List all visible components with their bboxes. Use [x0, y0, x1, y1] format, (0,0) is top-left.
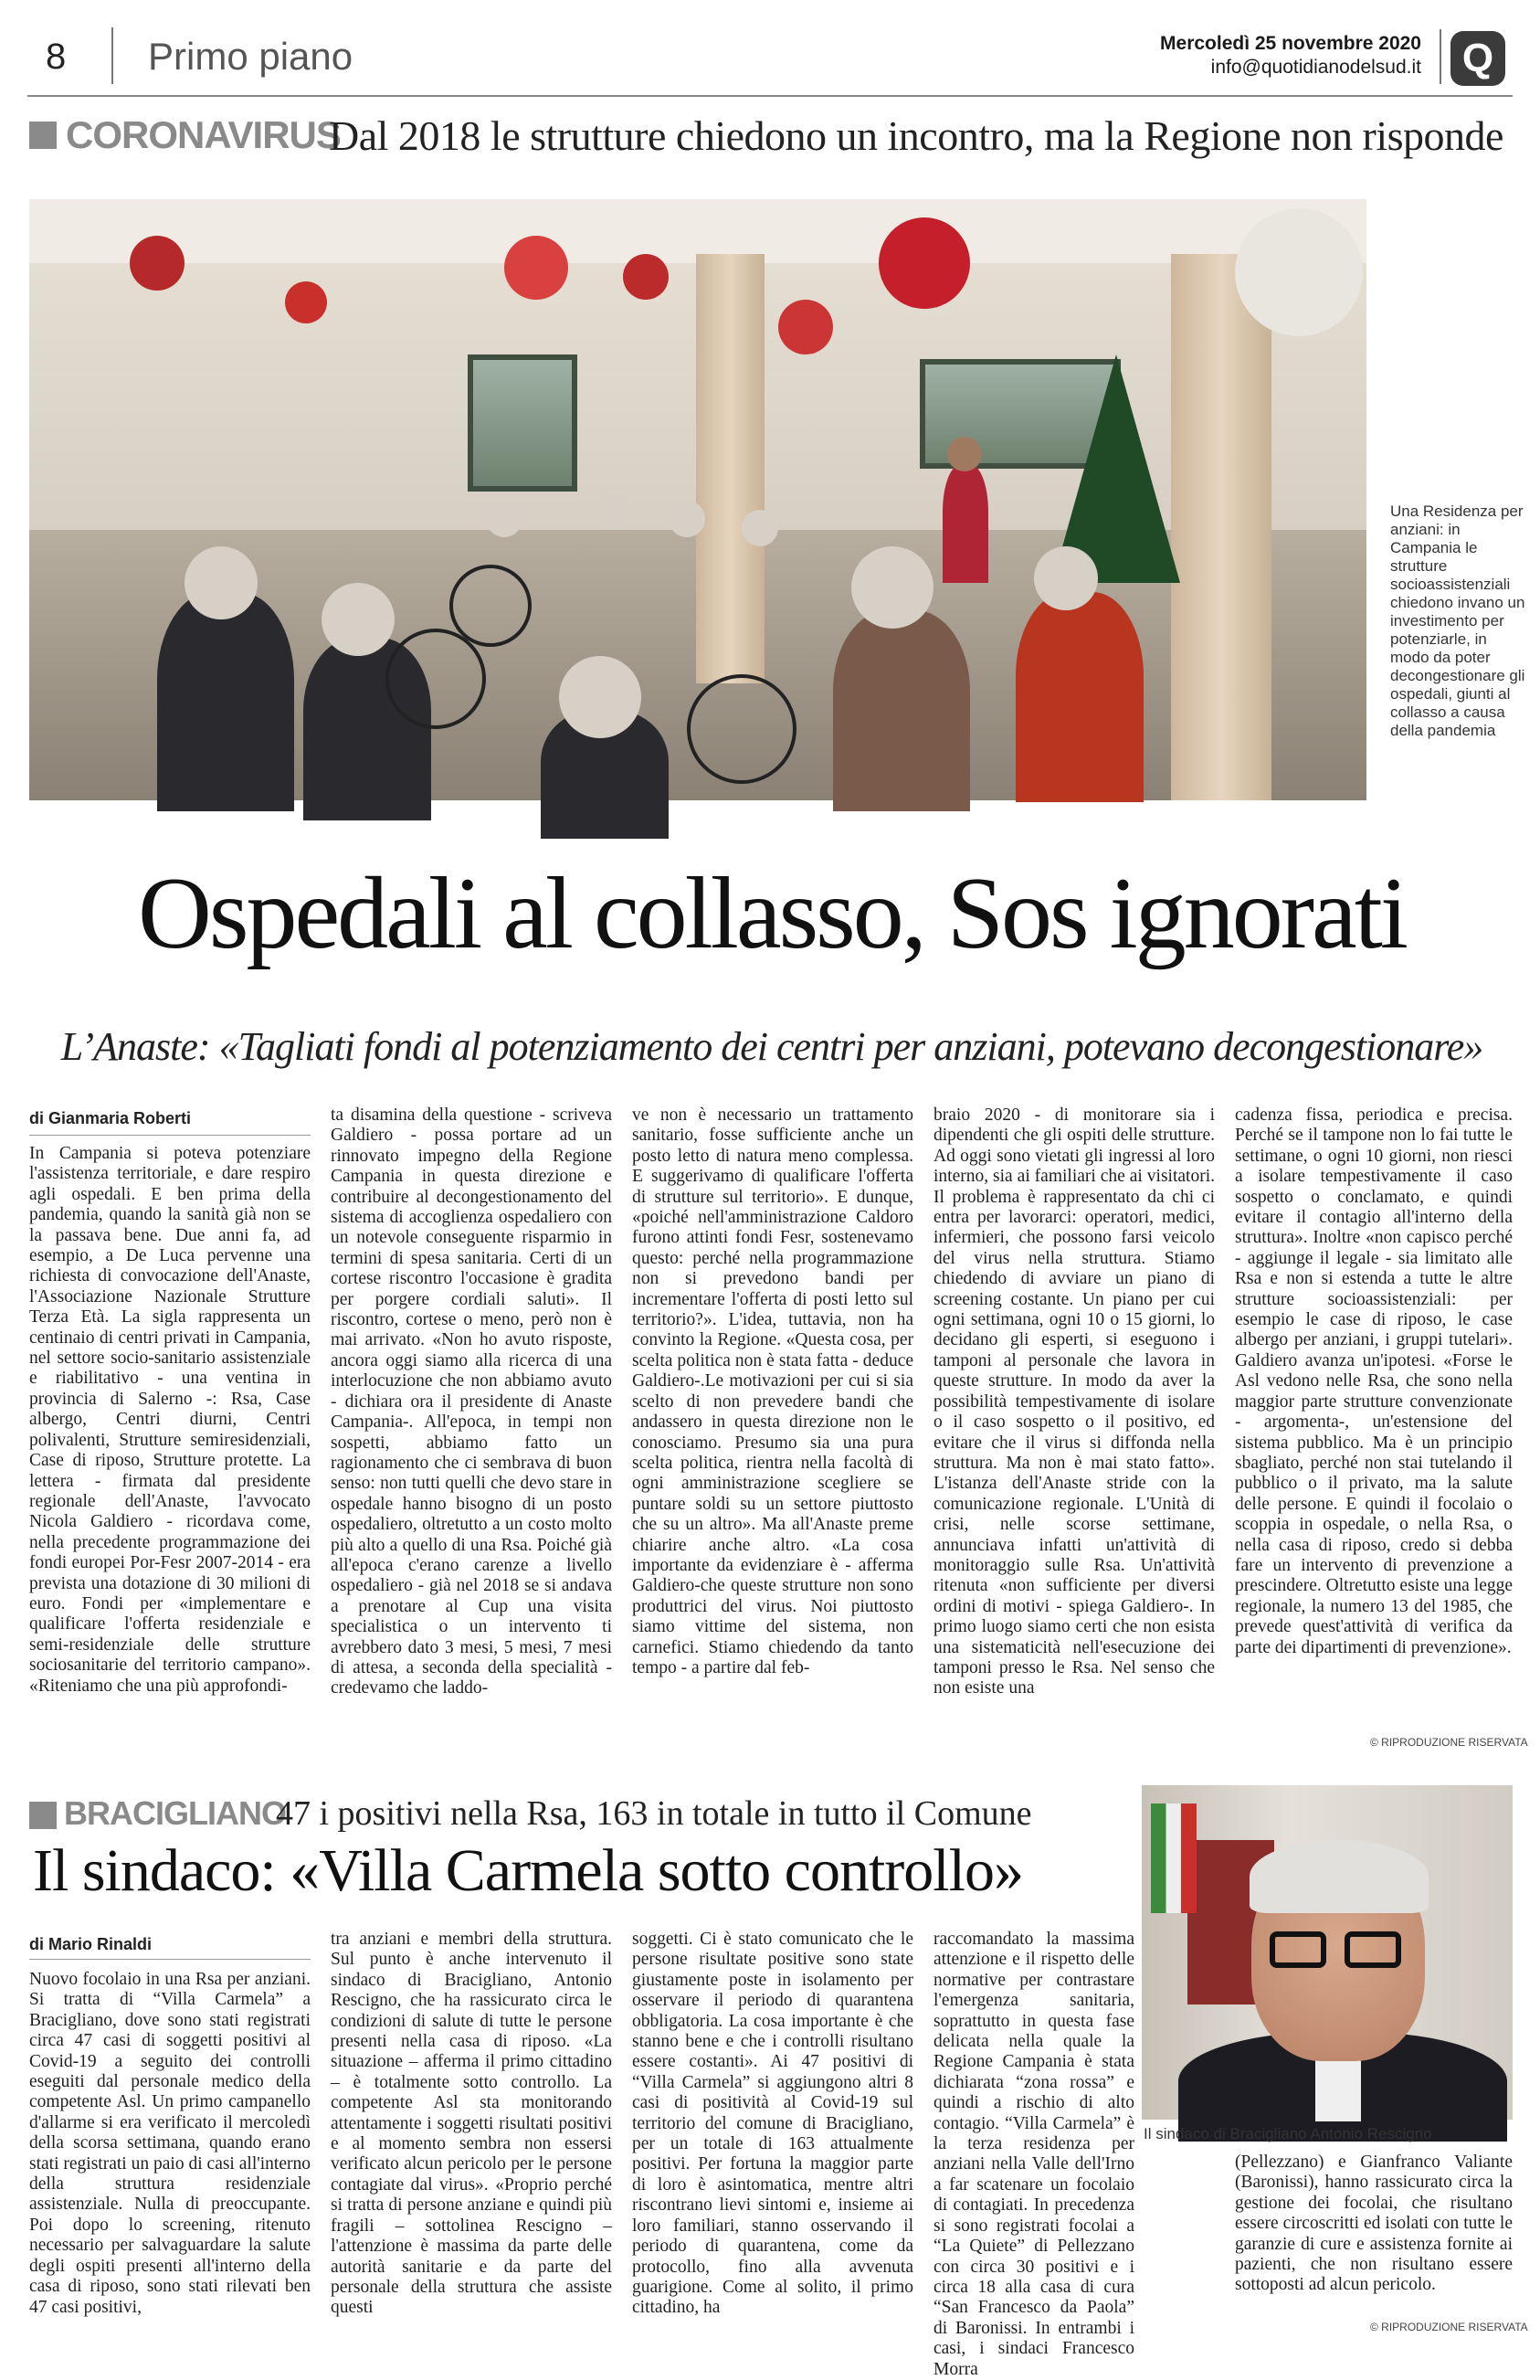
article-column-4: braio 2020 - di monitorare sia i dipendenti che gli ospiti delle strutture. Ad oggi sono vietati gli ingressi al loro interno, sia ai familiari che ai visitatori. Il problema è rappresentato da chi ci entra per lavorarci: operatori, medici, infermieri, che possono farsi veicolo del virus nella struttura. Stiamo chiedendo di avviare un piano di screening costante. Un piano per cui ogni settimana, ogni 10 o 15 giorni, lo decidano gli esperti, si eseguono i tamponi al personale che lavora in queste strutture. In modo da aver la possibilità tempestivamente di isolare o il caso sospetto o il positivo, ed evitare che il virus si diffonda nella struttura. Ma non è mai stato fatto». L'istanza dell'Anaste stride con la comunicazione regionale. L'Unità di crisi, nelle scorse settimane, annunciava infatti un'attività di monitoraggio sulle Rsa. Un'attività ritenuta «non sufficiente per diversi ordini di motivi - spiega Galdiero-. In primo luogo siamo certi che non esista una sistematicità nell'esecuzione dei tamponi presso le Rsa. Nel senso che non esiste una [933, 1105, 1215, 1698]
copyright-notice: © RIPRODUZIONE RISERVATA [1370, 1736, 1528, 1749]
article2-column-2: tra anziani e membri della struttura. Sul punto è anche intervenuto il sindaco di Bracigliano, Antonio Rescigno, che ha rassicurato circa le condizioni di salute di tutte le persone presenti nella casa di riposo. «La situazione – afferma il primo cittadino – è totalmente sotto controllo. La competente Asl sta monitorando attentamente i soggetti risultati positivi e al momento sembra non essersi verificato alcun pericolo per le persone contagiate dal virus». «Proprio perché si tratta di persone anziane e quindi più fragili – sottolinea Rescigno – l'attenzione è massima da parte delle autorità sanitarie e da parte del personale della struttura che assiste questi [331, 1930, 612, 2318]
kicker-square-icon [29, 122, 57, 149]
photo-caption-2: Il sindaco di Bracigliano Antonio Rescigno [1144, 2125, 1432, 2142]
byline-rule [29, 1135, 311, 1136]
contact-email[interactable]: info@quotidianodelsud.it [1210, 57, 1421, 78]
residence-photo [29, 199, 1366, 800]
issue-date: Mercoledì 25 novembre 2020 [1160, 33, 1421, 54]
kicker-label-2: BRACIGLIANO [64, 1794, 286, 1832]
subheadline: L’Anaste: «Tagliati fondi al potenziamento dei centri per anziani, potevano decongestionare» [60, 1024, 1483, 1069]
main-headline: Ospedali al collasso, Sos ignorati [137, 857, 1406, 970]
article-column-3: ve non è necessario un trattamento sanitario, fosse sufficiente anche un posto letto di natura meno complessa. E suggerivamo di qualificare l'offerta di strutture sul territorio». E dunque, «poiché nell'amministrazione Caldoro furono attinti fondi Fesr, sostenevamo questo: perché nella programmazione non si prevedono bandi per incrementare l'offerta di posti letto sul territorio?». L'idea, tuttavia, non ha convinto la Regione. «Questa cosa, per scelta politica non è stata fatta - deduce Galdiero-.Le motivazioni per cui si sia scelto di non prevedere bandi che andassero in questa direzione non le conosciamo. Presumo sia una pura scelta politica, rientra nella facoltà di ogni amministrazione scegliere se puntare soldi su un settore piuttosto che su un altro». Ma all'Anaste preme chiarire anche altro. «La cosa importante da evidenziare è - afferma Galdiero-che queste strutture non sono produttrici del virus. Noi piuttosto siamo vittime del sistema, non carnefici. Stiamo chiedendo da tanto tempo - a partire dal feb- [632, 1105, 913, 1677]
article-column-1: In Campania si poteva potenziare l'assistenza territoriale, e dare respiro agli ospedali. E ben prima della pandemia, quando la sanità già non se la passava bene. Due anni fa, ad esempio, a De Luca pervenne una richiesta di convocazione dell'Anaste, l'Associazione Nazionale Strutture Terza Età. La sigla rappresenta un centinaio di centri privati in Campania, nel settore socio-sanitario assistenziale e riabilitativo - una ventina in provincia di Salerno -: Rsa, Case albergo, Centri diurni, Centri polivalenti, Strutture semiresidenziali, Case di riposo, Strutture protette. La lettera - firmata dal presidente regionale dell'Anaste, l'avvocato Nicola Galdiero - ricordava come, nella precedente programmazione dei fondi europei Por-Fesr 2007-2014 - era prevista una dotazione di 30 milioni di euro. Fondi per «implementare e qualificare l'offerta residenziale e semi-residenziale delle strutture sociosanitarie del territorio campano». «Riteniamo che una più approfondi- [29, 1144, 311, 1696]
article2-column-5: (Pellezzano) e Gianfranco Valiante (Baronissi), hanno rassicurato circa la gestione dei focolai, che risultano essere circoscritti ed isolati con tutte le garanzie di cure e assistenza fornite ai pazienti, che non risultano essere sottoposti ad alcun pericolo. [1235, 2153, 1513, 2295]
article-column-2: ta disamina della questione - scriveva Galdiero - possa portare ad un rinnovato impegno della Regione Campania in questa direzione e contribuire al decongestionamento del sistema di accoglienza ospedaliero con un notevole conseguente risparmio in termini di spesa sanitaria. Certi di un cortese riscontro l'occasione è gradita per porgere cordiali saluti». Il riscontro, cortese o meno, però non è mai arrivato. «Non ho avuto risposte, ancora oggi siamo alla ricerca di una interlocuzione che non abbiamo avuto - dichiara ora il presidente di Anaste Campania-. All'epoca, in tempi non sospetti, abbiamo fatto un ragionamento che ci sembrava di buon senso: non tutti quelli che devo stare in ospedale hanno bisogno di un posto ospedaliero, oltretutto a un costo molto più alto a quello di una Rsa. Poiché già all'epoca c'erano carenze a livello ospedaliero - già nel 2018 se si andava a prenotare al Cup una visita specialistica o un intervento ti avrebbero dato 3 mesi, 5 mesi, 7 mesi di attesa, a seconda della specialità - credevamo che laddo- [331, 1105, 612, 1698]
kicker-text: Dal 2018 le strutture chiedono un incontro, ma la Regione non risponde [329, 112, 1503, 159]
byline: di Gianmaria Roberti [29, 1109, 192, 1127]
newspaper-logo: Q [1450, 31, 1505, 86]
byline-rule-2 [29, 1959, 311, 1960]
page-number: 8 [46, 37, 67, 77]
article-column-5: cadenza fissa, periodica e precisa. Perché se il tampone non lo fai tutte le settimane, o ogni 10 giorni, non riesci a isolare tempestivamente il caso sospetto o conclamato, e quindi evitare il contagio all'interno della struttura». Inoltre «non capisco perché - aggiunge il legale - sia limitato alle Rsa e non si estenda a tutte le altre strutture socioassistenziali: per esempio le case di riposo, le case albergo per anziani, i gruppi tutelari». Galdiero avanza un'ipotesi. «Forse le Asl vedono nelle Rsa, che sono nella maggior parte strutture convenzionate - argomenta-, un'estensione del sistema pubblico. Ma è un principio sbagliato, perché non stai tutelando il pubblico o il privato, ma la salute delle persone. E quindi il focolaio o scoppia in ospedale, o nella Rsa, o nella casa di riposo, credo si debba fare un intervento di prevenzione a prescindere. Oltretutto esiste una legge regionale, la numero 13 del 1985, che prevede quest'attività di verifica da parte dei dipartimenti di prevenzione». [1235, 1105, 1513, 1657]
article2-column-3: soggetti. Ci è stato comunicato che le persone risultate positive sono state giustamente poste in isolamento per osservare il periodo di quarantena obbligatoria. La cosa importante è che stanno bene e che i controlli risultano essere costanti». Ai 47 positivi di “Villa Carmela” si aggiungono altri 8 casi di positività al Covid-19 sul territorio del comune di Bracigliano, per un totale di 163 attualmente positivi. Per fortuna la maggior parte di loro è asintomatica, mentre altri riscontrano lievi sintomi e, insieme ai loro familiari, stanno osservando il periodo di quarantena, come da protocollo, fino alla avvenuta guarigione. Come al solito, il primo cittadino, ha [632, 1930, 913, 2318]
photo-caption: Una Residenza per anziani: in Campania le strutture socioassistenziali chiedono invano un investimento per potenziarle, in modo da poter decongestionare gli ospedali, giunti al collasso a causa della pandemia [1390, 502, 1525, 739]
kicker-square-icon [29, 1802, 57, 1829]
kicker-label: CORONAVIRUS [66, 113, 341, 156]
byline-2: di Mario Rinaldi [29, 1935, 153, 1953]
mayor-photo [1142, 1785, 1513, 2120]
section-title: Primo piano [148, 35, 353, 78]
header-rule [27, 95, 1513, 97]
headline-2: Il sindaco: «Villa Carmela sotto controllo» [33, 1837, 1023, 1904]
copyright-notice-2: © RIPRODUZIONE RISERVATA [1370, 2321, 1528, 2333]
header-divider-right [1440, 29, 1441, 84]
kicker-text-2: 47 i positivi nella Rsa, 163 in totale in tutto il Comune [276, 1794, 1032, 1833]
article2-column-4: raccomandato la massima attenzione e il rispetto delle normative per contrastare l'emergenza sanitaria, soprattutto in questa fase delicata nella quale la Regione Campania è stata dichiarata “zona rossa” e quindi a rischio di alto contagio. “Villa Carmela” è la terza residenza per anziani nella Valle dell'Irno a far scatenare un focolaio di contagiati. In precedenza si sono registrati focolai a “La Quiete” di Pellezzano con circa 30 positivi e i circa 18 alla casa di cura “San Francesco da Paola” di Baronissi. In entrambi i casi, i sindaci Francesco Morra [933, 1930, 1134, 2379]
article2-column-1: Nuovo focolaio in una Rsa per anziani. Si tratta di “Villa Carmela” a Bracigliano, dove sono stati registrati circa 47 casi di soggetti positivi al Covid-19 a seguito dei controlli eseguiti dal personale medico della competente Asl. Un primo campanello d'allarme si era verificato il mercoledì della scorsa settimana, quando erano stati registrati un paio di casi all'interno della struttura residenziale assistenziale. Nulla di preoccupante. Poi dopo lo screening, ritenuto necessario per salvaguardare la salute degli ospiti presenti all'interno della casa di riposo, sono stati rilevati ben 47 casi positivi, [29, 1970, 311, 2317]
header-divider [111, 27, 113, 84]
